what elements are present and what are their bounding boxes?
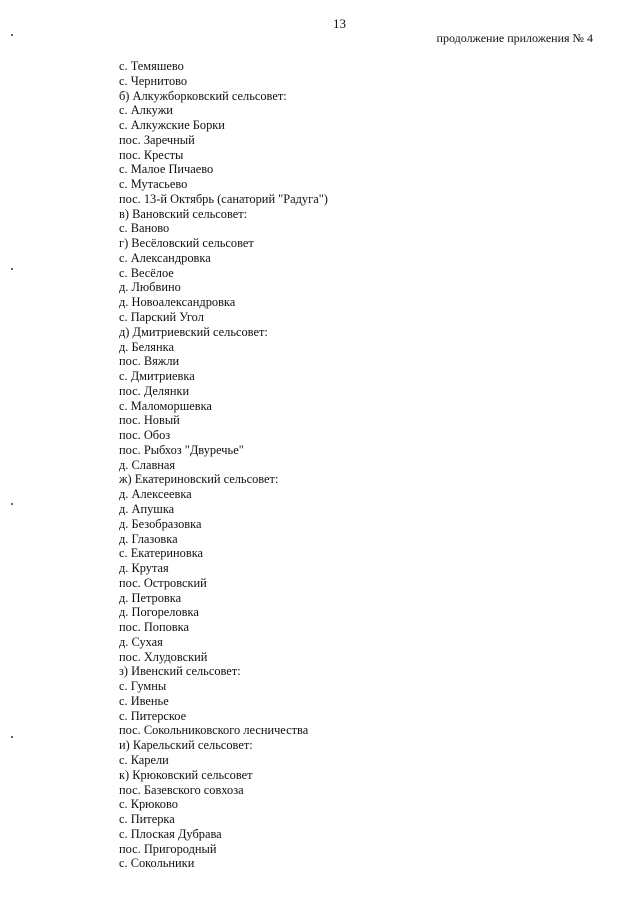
list-item: с. Сокольники [119, 856, 195, 871]
list-item: пос. Новый [119, 413, 180, 428]
list-item: к) Крюковский сельсовет [119, 767, 253, 782]
list-item: д. Сухая [119, 634, 163, 649]
list-item: д. Апушка [119, 501, 175, 516]
list-item: д. Петровка [119, 590, 182, 605]
list-item: пос. Поповка [119, 620, 189, 635]
list-item: д. Белянка [119, 339, 174, 354]
list-item: д. Любвино [119, 280, 181, 295]
list-item: с. Гумны [119, 679, 167, 694]
list-item: с. Питерское [119, 708, 187, 723]
settlement-list [119, 59, 328, 871]
list-item: с. Крюково [119, 797, 178, 812]
list-item: и) Карельский сельсовет: [119, 738, 253, 753]
list-item: с. Темяшево [119, 59, 184, 73]
list-item: с. Мутасьево [119, 177, 188, 192]
list-item: пос. Кресты [119, 147, 184, 162]
list-item: с. Ивенье [119, 693, 169, 708]
list-item: с. Плоская Дубрава [119, 826, 222, 841]
list-item: с. Карели [119, 752, 169, 767]
list-item: с. Маломоршевка [119, 398, 212, 413]
margin-dot [11, 34, 13, 36]
margin-dot [11, 268, 13, 270]
list-item: д. Новоалександровка [119, 295, 236, 310]
list-item: с. Алкужские Борки [119, 118, 225, 133]
list-item: с. Чернитово [119, 73, 188, 88]
list-item: пос. Пригородный [119, 841, 217, 856]
list-item: пос. Обоз [119, 428, 171, 443]
list-item: г) Весёловский сельсовет [119, 236, 254, 251]
list-item: д. Крутая [119, 561, 169, 576]
list-item: д. Алексеевка [119, 487, 192, 502]
list-item: с. Дмитриевка [119, 369, 195, 384]
list-item: с. Малое Пичаево [119, 162, 214, 177]
list-item: д. Безобразовка [119, 516, 202, 531]
list-item: пос. Вяжли [119, 354, 180, 369]
list-item: пос. 13-й Октябрь (санаторий "Радуга") [119, 191, 328, 206]
list-item: д. Славная [119, 457, 176, 472]
list-item: ж) Екатериновский сельсовет: [119, 472, 279, 487]
appendix-continuation-note: продолжение приложения № 4 [436, 31, 593, 45]
list-item: б) Алкужборковский сельсовет: [119, 88, 287, 103]
list-item: с. Александровка [119, 250, 211, 265]
list-item: пос. Сокольниковского лесничества [119, 723, 309, 738]
list-item: пос. Делянки [119, 383, 190, 398]
list-item: пос. Хлудовский [119, 649, 208, 664]
list-item: пос. Заречный [119, 132, 195, 147]
list-item: з) Ивенский сельсовет: [119, 664, 241, 679]
page-number: 13 [333, 16, 346, 31]
list-item: с. Питерка [119, 812, 175, 827]
list-item: в) Вановский сельсовет: [119, 206, 248, 221]
list-item: пос. Рыбхоз "Двуречье" [119, 442, 244, 457]
margin-dot [11, 503, 13, 505]
list-item: д. Погореловка [119, 605, 199, 620]
list-item: с. Весёлое [119, 265, 174, 280]
list-item: пос. Островский [119, 575, 207, 590]
list-item: пос. Базевского совхоза [119, 782, 244, 797]
list-item: с. Алкужи [119, 103, 173, 118]
list-item: д. Глазовка [119, 531, 178, 546]
list-item: с. Ваново [119, 221, 170, 236]
margin-dot [11, 736, 13, 738]
list-item: д) Дмитриевский сельсовет: [119, 324, 268, 339]
list-item: с. Екатериновка [119, 546, 204, 561]
list-item: с. Парский Угол [119, 310, 204, 325]
